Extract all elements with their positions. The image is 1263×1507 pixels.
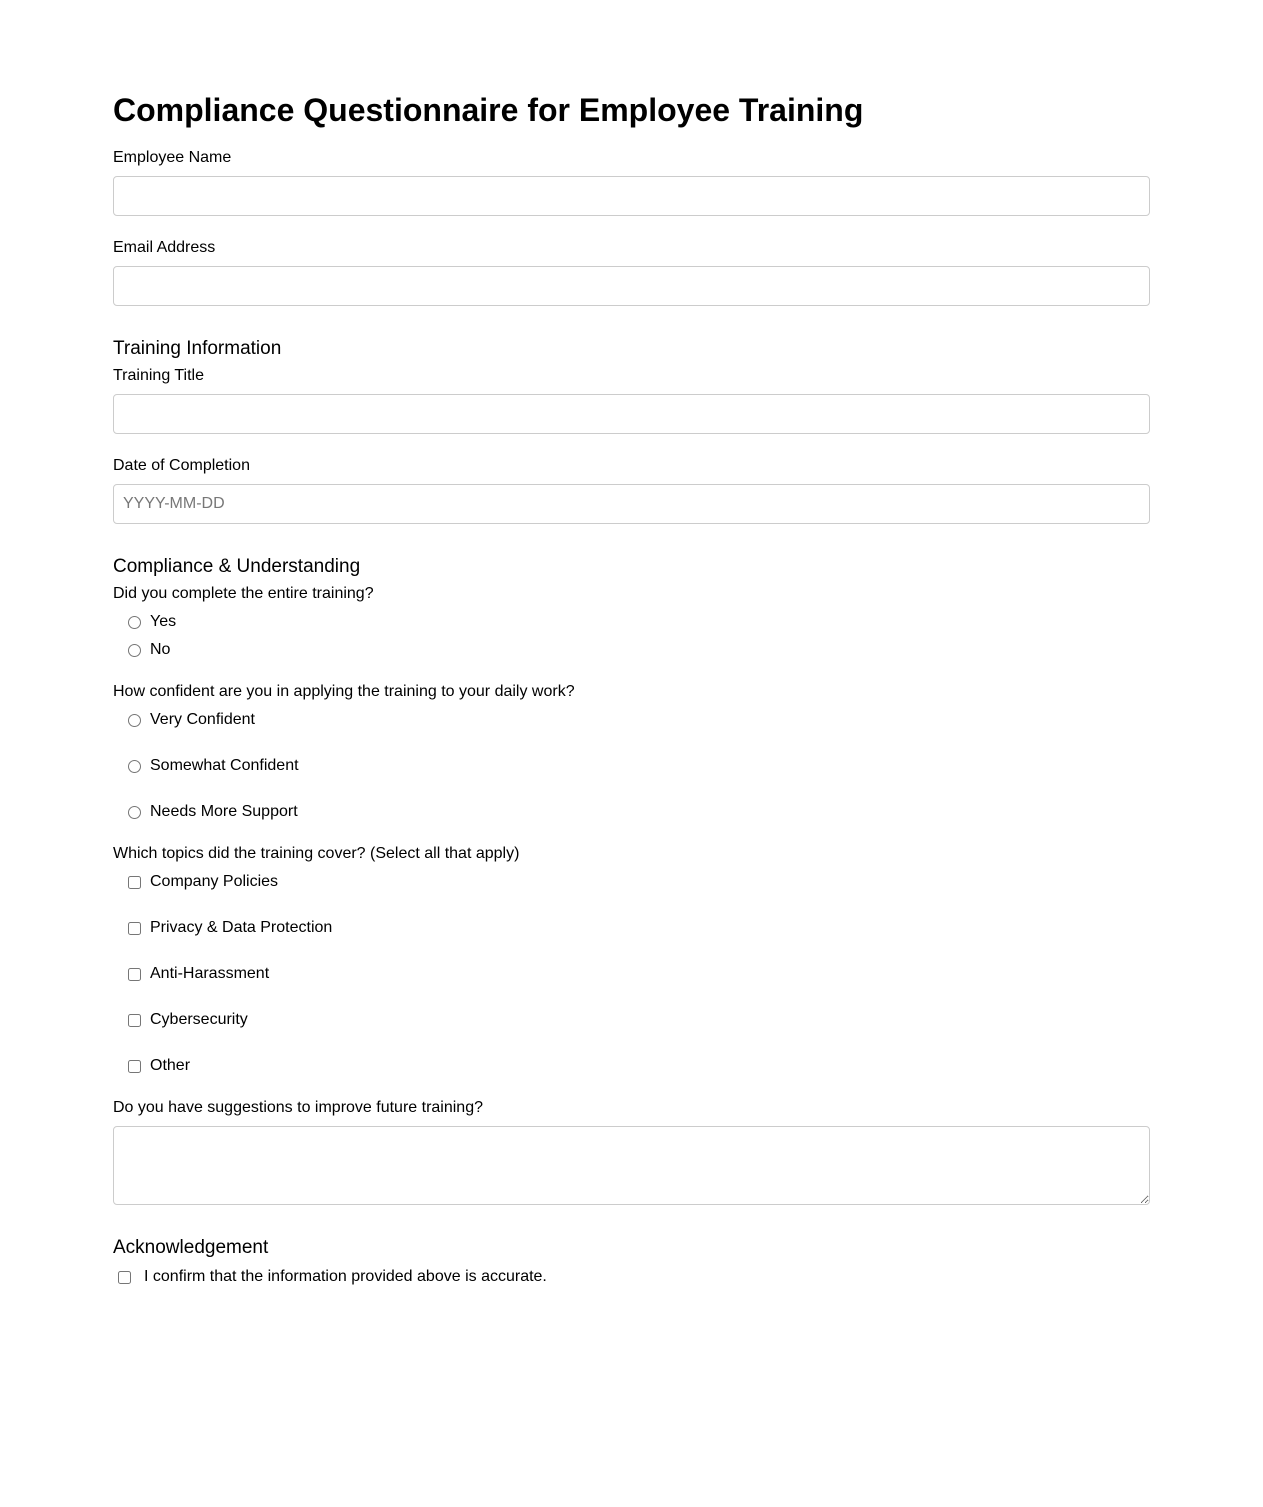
completed-no-label: No [150, 641, 171, 658]
cybersecurity-checkbox[interactable] [128, 1014, 141, 1027]
confidence-question: How confident are you in applying the training to your daily work? [113, 683, 575, 700]
acknowledgement-checkbox[interactable] [118, 1271, 131, 1284]
somewhat-confident-radio[interactable] [128, 760, 141, 773]
company-policies-label: Company Policies [150, 873, 279, 890]
completed-no-radio[interactable] [128, 644, 141, 657]
suggestions-question: Do you have suggestions to improve future training? [113, 1099, 483, 1116]
training-completed-question: Did you complete the entire training? [113, 585, 374, 602]
page-title: Compliance Questionnaire for Employee Training [113, 92, 864, 128]
topic-option-privacy-data-protection[interactable] [126, 917, 332, 939]
other-topic-checkbox[interactable] [128, 1060, 141, 1073]
acknowledgement-option[interactable] [116, 1266, 547, 1288]
employee-name-input[interactable] [113, 176, 1150, 216]
anti-harassment-label: Anti-Harassment [150, 965, 270, 982]
other-topic-label: Other [150, 1057, 191, 1074]
date-of-completion-input[interactable] [113, 484, 1150, 524]
employee-name-label: Employee Name [113, 149, 232, 166]
confidence-option-needs-more-support[interactable] [126, 801, 298, 823]
acknowledgement-statement: I confirm that the information provided above is accurate. [144, 1268, 547, 1285]
acknowledgement-heading: Acknowledgement [113, 1237, 269, 1258]
cybersecurity-label: Cybersecurity [150, 1011, 248, 1028]
training-title-input[interactable] [113, 394, 1150, 434]
completed-option-yes[interactable] [126, 611, 176, 633]
topic-option-company-policies[interactable] [126, 871, 278, 893]
training-title-label: Training Title [113, 367, 204, 384]
very-confident-radio[interactable] [128, 714, 141, 727]
suggestions-textarea[interactable] [113, 1126, 1150, 1205]
anti-harassment-checkbox[interactable] [128, 968, 141, 981]
topic-option-cybersecurity[interactable] [126, 1009, 248, 1031]
completed-yes-radio[interactable] [128, 616, 141, 629]
topic-option-other[interactable] [126, 1055, 190, 1077]
confidence-option-somewhat-confident[interactable] [126, 755, 299, 777]
somewhat-confident-label: Somewhat Confident [150, 757, 299, 774]
email-address-label: Email Address [113, 239, 216, 256]
training-information-heading: Training Information [113, 338, 282, 359]
email-address-input[interactable] [113, 266, 1150, 306]
privacy-data-protection-checkbox[interactable] [128, 922, 141, 935]
compliance-understanding-heading: Compliance & Understanding [113, 556, 361, 577]
very-confident-label: Very Confident [150, 711, 255, 728]
completed-yes-label: Yes [150, 613, 177, 630]
privacy-data-protection-label: Privacy & Data Protection [150, 919, 333, 936]
completed-option-no[interactable] [126, 639, 170, 661]
company-policies-checkbox[interactable] [128, 876, 141, 889]
topic-option-anti-harassment[interactable] [126, 963, 269, 985]
needs-more-support-radio[interactable] [128, 806, 141, 819]
date-of-completion-label: Date of Completion [113, 457, 250, 474]
topics-question: Which topics did the training cover? (Select all that apply) [113, 845, 520, 862]
confidence-option-very-confident[interactable] [126, 709, 255, 731]
needs-more-support-label: Needs More Support [150, 803, 298, 820]
